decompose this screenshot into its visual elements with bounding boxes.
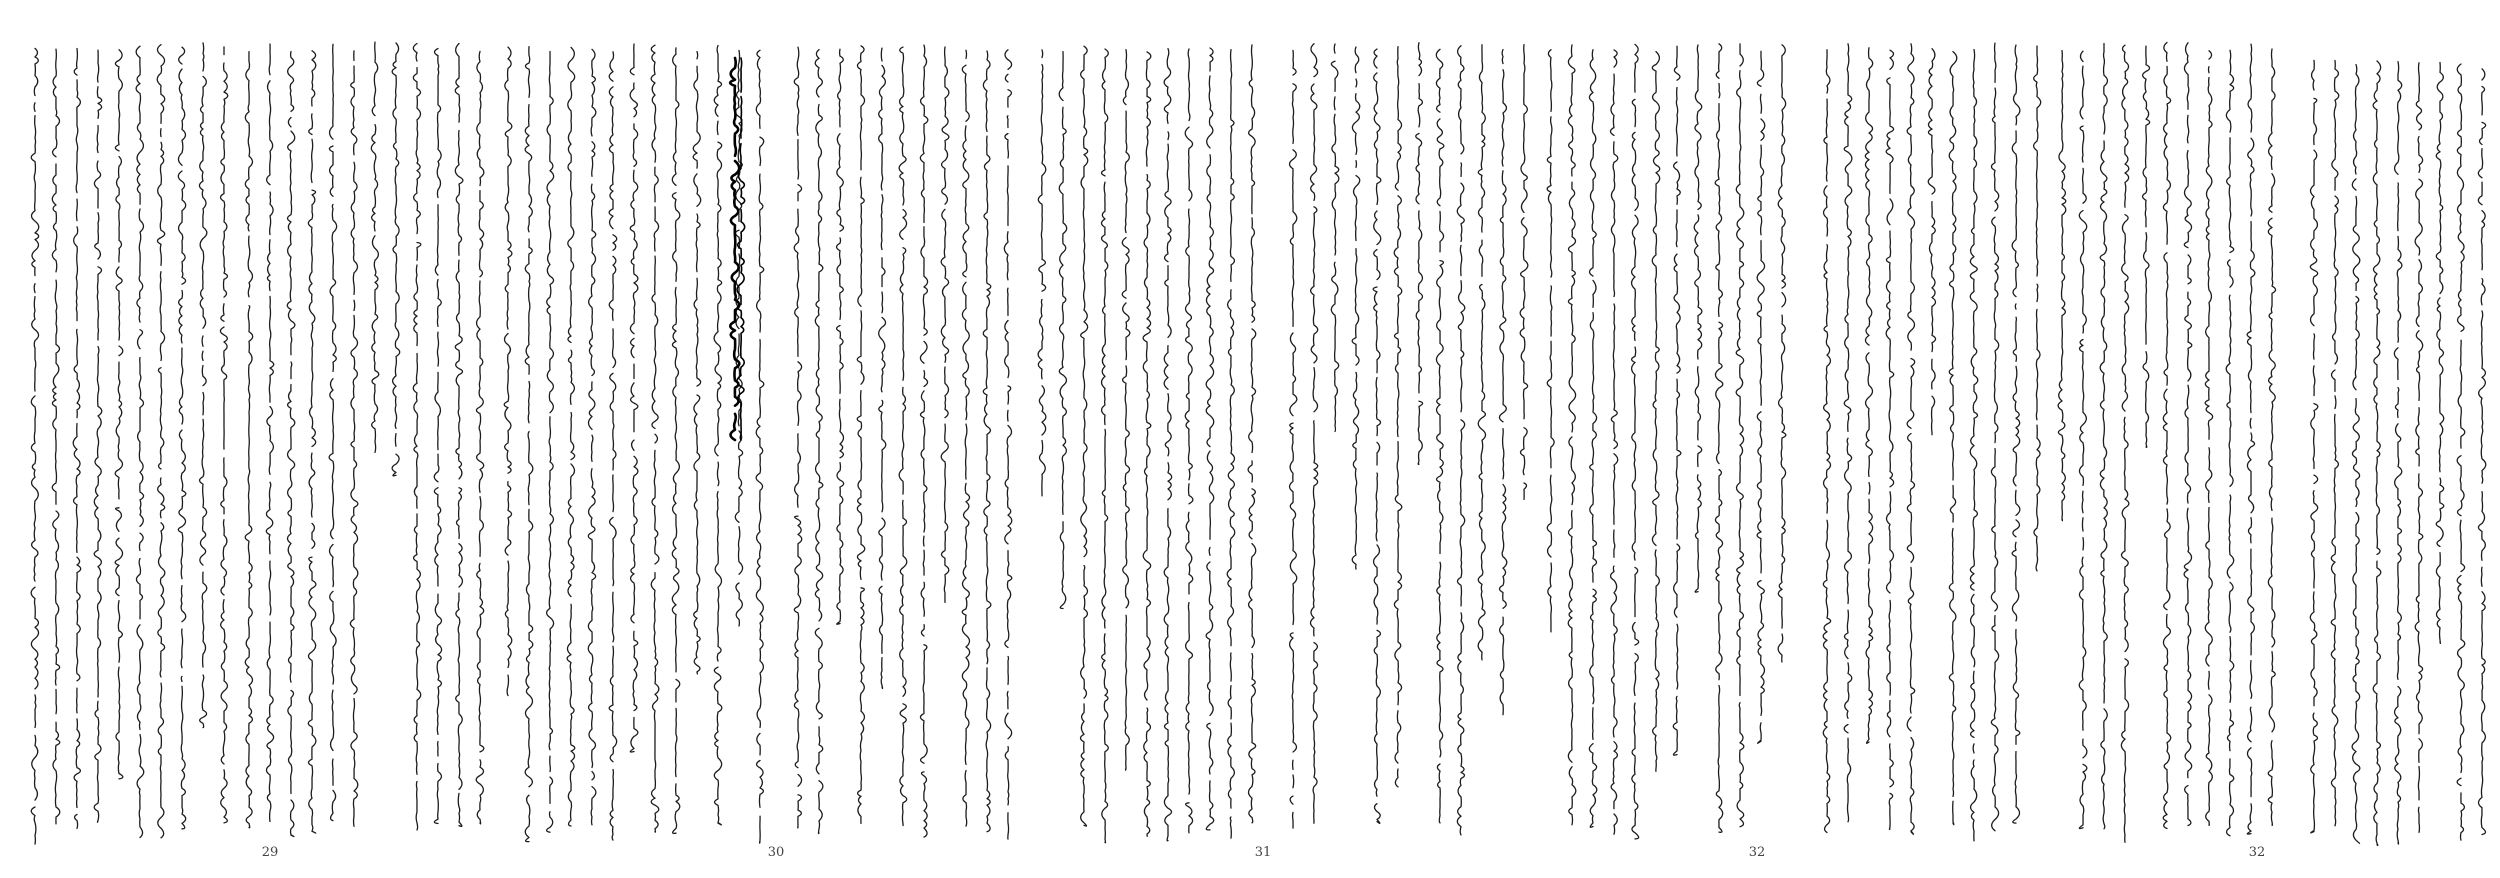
text-column-8-3 <box>1991 43 1998 831</box>
text-column-7-6 <box>1673 46 1681 755</box>
text-column-2-3 <box>434 49 441 824</box>
text-column-2-7 <box>350 51 358 826</box>
text-column-6-8 <box>1373 49 1381 823</box>
text-column-5-2 <box>1227 50 1235 839</box>
text-column-5-1 <box>1248 45 1256 823</box>
text-column-9-5 <box>2184 43 2192 826</box>
text-column-1-10 <box>31 48 39 844</box>
text-column-8-10 <box>1844 44 1852 822</box>
text-column-6-3 <box>1478 45 1485 660</box>
text-column-5-9 <box>1081 46 1088 826</box>
text-column-3-7 <box>630 44 638 752</box>
text-column-6-4 <box>1457 46 1465 835</box>
text-column-6-1 <box>1520 45 1528 500</box>
page-number: 32 <box>1748 845 1766 860</box>
text-column-1-7 <box>94 50 102 822</box>
text-column-9-11 <box>2058 51 2066 521</box>
text-column-8-1 <box>2034 46 2041 571</box>
text-column-10-5 <box>2394 62 2402 844</box>
text-column-3-13 <box>504 47 512 696</box>
text-column-10-6 <box>2373 61 2381 845</box>
text-column-10-7 <box>2352 65 2360 844</box>
text-column-9-3 <box>2226 50 2234 836</box>
text-column-4-2 <box>983 51 991 832</box>
text-column-9-6 <box>2163 43 2171 829</box>
text-column-8-9 <box>1865 48 1872 743</box>
text-column-2-9 <box>308 51 316 833</box>
text-column-9-8 <box>2121 45 2129 842</box>
text-column-9-4 <box>2205 51 2213 826</box>
text-column-6-6 <box>1416 43 1423 465</box>
text-column-2-10 <box>287 52 295 837</box>
text-column-10-1 <box>2478 69 2485 835</box>
text-column-4-1 <box>1004 50 1011 839</box>
text-column-10-3 <box>2436 63 2444 644</box>
page-numbers <box>262 845 2266 860</box>
text-column-2-1 <box>476 51 484 823</box>
text-column-10-9 <box>2310 60 2318 832</box>
text-column-8-5 <box>1949 52 1957 825</box>
text-column-3-5 <box>672 48 680 834</box>
text-column-6-7 <box>1394 47 1402 787</box>
text-column-8-4 <box>1970 50 1978 841</box>
text-column-1-1 <box>220 47 227 823</box>
text-column-4-4 <box>941 47 949 602</box>
text-column-7-7 <box>1652 52 1660 772</box>
text-column-7-4 <box>1715 44 1723 833</box>
page-number: 29 <box>261 845 279 860</box>
text-column-6-12 <box>1290 50 1297 828</box>
text-column-10-2 <box>2457 64 2465 840</box>
text-column-1-8 <box>73 49 81 829</box>
text-column-3-12 <box>525 47 533 842</box>
text-column-2-6 <box>371 42 379 452</box>
text-column-7-12 <box>1547 50 1554 632</box>
text-column-4-11 <box>794 47 802 828</box>
text-column-4-6 <box>899 47 907 825</box>
text-column-3-11 <box>547 52 554 833</box>
page-number: 32 <box>2248 845 2266 860</box>
text-column-5-10 <box>1059 52 1067 609</box>
text-column-10-8 <box>2331 61 2339 826</box>
text-column-3-6 <box>651 45 659 832</box>
text-column-2-12 <box>245 52 253 828</box>
text-column-7-11 <box>1568 45 1576 825</box>
text-column-7-8 <box>1632 44 1639 839</box>
text-column-5-5 <box>1164 49 1172 841</box>
text-column-4-9 <box>837 49 844 624</box>
text-column-9-2 <box>2247 44 2255 834</box>
text-column-9-10 <box>2079 51 2087 828</box>
text-column-10-4 <box>2415 63 2423 833</box>
text-column-8-11 <box>1823 50 1830 833</box>
text-column-7-1 <box>1778 45 1786 662</box>
text-column-1-6 <box>115 50 123 779</box>
text-column-1-3 <box>178 47 186 829</box>
text-column-2-8 <box>329 44 337 820</box>
text-column-5-4 <box>1185 49 1193 833</box>
text-column-3-9 <box>588 49 596 825</box>
text-column-1-4 <box>157 45 165 838</box>
text-column-3-3 <box>714 46 722 825</box>
text-column-8-8 <box>1886 50 1894 829</box>
text-column-9-1 <box>2268 49 2275 825</box>
text-column-3-8 <box>609 52 617 840</box>
text-column-7-9 <box>1610 50 1617 834</box>
text-column-7-10 <box>1589 50 1596 828</box>
page-number: 31 <box>1254 845 1272 860</box>
text-column-4-5 <box>920 45 928 837</box>
text-column-9-9 <box>2100 44 2107 829</box>
text-column-4-8 <box>857 46 865 824</box>
text-column-3-1 <box>756 50 764 843</box>
text-column-7-2 <box>1757 51 1765 743</box>
text-column-7-3 <box>1736 44 1744 827</box>
text-column-3-4 <box>693 52 701 674</box>
text-column-5-6 <box>1143 52 1151 836</box>
text-columns <box>31 42 2486 845</box>
text-column-2-4 <box>413 44 421 830</box>
text-column-2-2 <box>455 44 463 827</box>
text-column-4-3 <box>962 50 969 826</box>
text-column-6-9 <box>1352 47 1360 569</box>
text-column-6-5 <box>1436 49 1444 823</box>
text-column-1-9 <box>52 49 60 824</box>
text-column-4-10 <box>815 50 823 834</box>
text-column-4-7 <box>879 48 886 688</box>
text-column-8-6 <box>1928 49 1935 435</box>
text-column-2-11 <box>266 44 273 822</box>
text-column-6-2 <box>1499 50 1506 715</box>
text-column-8-2 <box>2012 45 2020 823</box>
text-column-7-5 <box>1694 45 1702 592</box>
page-number: 30 <box>767 845 785 860</box>
text-column-1-2 <box>199 43 206 728</box>
text-column-2-5 <box>392 43 400 476</box>
text-column-8-7 <box>1907 44 1915 834</box>
text-column-5-7 <box>1122 50 1130 771</box>
text-column-9-7 <box>2143 46 2150 447</box>
text-column-1-5 <box>136 46 144 837</box>
text-column-5-3 <box>1206 48 1214 830</box>
text-column-6-10 <box>1331 44 1339 431</box>
text-column-5-11 <box>1038 50 1046 496</box>
text-column-3-10 <box>567 47 575 826</box>
text-column-6-11 <box>1311 44 1318 824</box>
text-column-5-8 <box>1102 49 1109 843</box>
